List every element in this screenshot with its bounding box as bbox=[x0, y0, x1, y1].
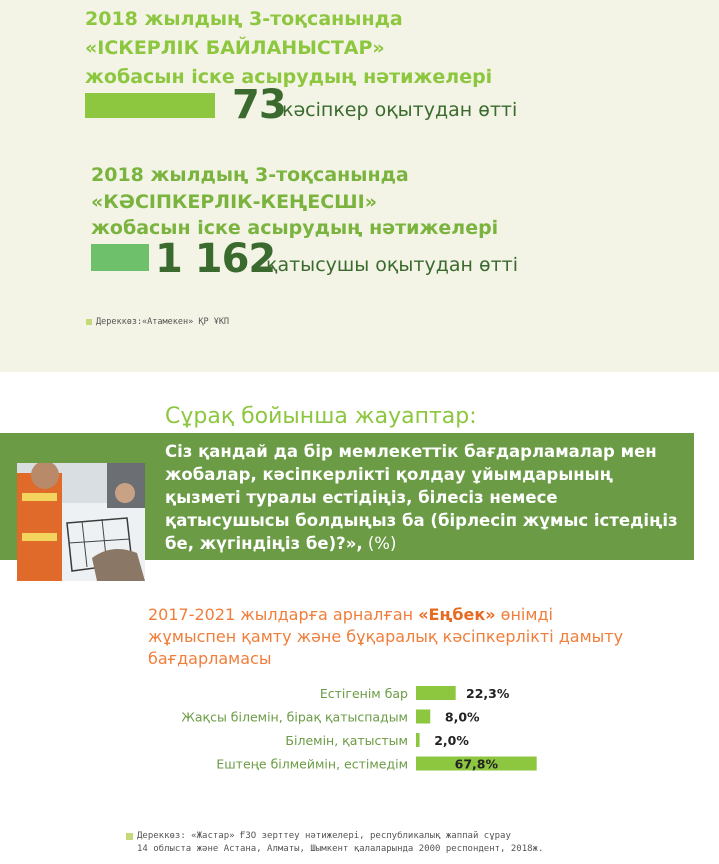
top-panel bbox=[0, 0, 719, 372]
source-top: Дереккөз:«Атамекен» ҚР ҰКП bbox=[96, 317, 230, 327]
photo-people-at-plans bbox=[17, 463, 145, 581]
block1-title-line3: жобасын іске асырудың нәтижелері bbox=[85, 66, 493, 88]
block1-number: 73 bbox=[232, 82, 286, 128]
block2-bar bbox=[91, 244, 149, 271]
question-text bbox=[165, 440, 685, 555]
block2-title-line2: «КӘСІПКЕРЛІК-КЕҢЕСШІ» bbox=[91, 191, 377, 213]
value-label: 8,0% bbox=[444, 709, 480, 725]
category-label: Білемін, қатыстым bbox=[285, 733, 408, 748]
question-main: Сіз қандай да бір мемлекеттік бағдарламалар мен жобалар, кәсіпкерлікті қолдау ұйымдарының қызметі туралы естідіңіз, білесіз немесе қатысушысы болдыңыз ба (бірлесіп жұмыс істедіңіз бе, жүгіндіңіз бе)?», bbox=[165, 442, 678, 553]
chart-title-part2: өнімді жұмыспен қамту және бұқаралық кәсіпкерлікті дамыту бағдарламасы bbox=[148, 605, 624, 668]
bar bbox=[416, 686, 456, 700]
value-label: 22,3% bbox=[466, 686, 510, 701]
category-label: Жақсы білемін, бірақ қатыспадым bbox=[181, 709, 408, 725]
value-label: 2,0% bbox=[434, 733, 469, 748]
category-label: Ештеңе білмеймін, естімедім bbox=[216, 756, 408, 772]
question-heading: Сұрақ бойынша жауаптар: bbox=[165, 404, 477, 429]
block2-title-line1: 2018 жылдың 3-тоқсанында bbox=[91, 164, 409, 186]
question-suffix: (%) bbox=[362, 534, 397, 553]
source-marker bbox=[86, 319, 92, 325]
chart-title bbox=[148, 604, 628, 670]
block1-bar bbox=[85, 93, 215, 118]
block2-number: 1 162 bbox=[155, 236, 276, 282]
source-bottom-line1: Дереккөз: «Жастар» ҒЗО зерттеу нәтижелері, республикалық жаппай сұрау bbox=[137, 831, 511, 841]
bar bbox=[416, 733, 420, 747]
chart-title-highlight: «Еңбек» bbox=[418, 605, 496, 624]
bar-chart bbox=[0, 680, 719, 800]
block2-caption: қатысушы оқытудан өтті bbox=[266, 254, 519, 276]
value-label: 67,8% bbox=[454, 756, 499, 772]
photo-illustration bbox=[17, 463, 145, 581]
block1-caption: кәсіпкер оқытудан өтті bbox=[282, 99, 518, 121]
block1-title-line1: 2018 жылдың 3-тоқсанында bbox=[85, 8, 403, 30]
block1-title-line2: «ІСКЕРЛІК БАЙЛАНЫСТАР» bbox=[85, 37, 385, 59]
block2-title-line3: жобасын іске асырудың нәтижелері bbox=[91, 217, 499, 239]
bar bbox=[416, 710, 430, 724]
chart-title-part1: 2017-2021 жылдарға арналған bbox=[148, 605, 419, 624]
source-bottom bbox=[137, 830, 543, 856]
category-label: Естігенім бар bbox=[319, 686, 408, 701]
source-bottom-line2: 14 облыста және Астана, Алматы, Шымкент қалаларында 2000 респондент, 2018ж. bbox=[137, 844, 544, 854]
source-bottom-marker bbox=[126, 833, 133, 840]
